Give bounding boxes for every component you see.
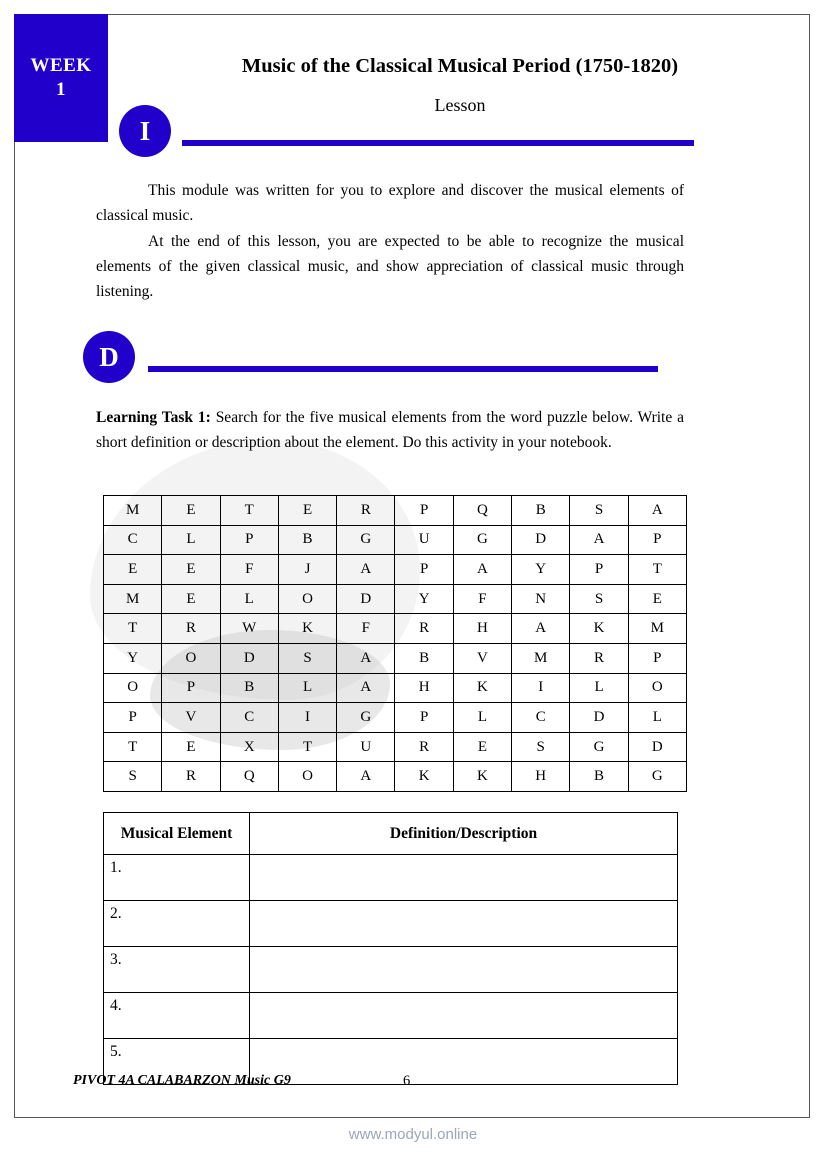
section-marker-introduction: I [119,105,171,157]
puzzle-cell: U [337,732,395,762]
puzzle-cell: K [278,614,336,644]
puzzle-cell: H [453,614,511,644]
table-row [104,584,687,614]
puzzle-cell: N [512,584,570,614]
puzzle-cell: E [453,732,511,762]
puzzle-cell: G [570,732,628,762]
puzzle-cell: P [395,555,453,585]
puzzle-cell: B [220,673,278,703]
table-row [104,525,687,555]
section-rule-development [148,366,658,372]
puzzle-cell: E [278,496,336,526]
puzzle-cell: L [570,673,628,703]
puzzle-cell: E [162,732,220,762]
page-title: Music of the Classical Musical Period (1750-1820) [241,55,679,77]
table-row [104,732,687,762]
puzzle-cell: Y [512,555,570,585]
puzzle-cell: P [220,525,278,555]
puzzle-body [104,496,687,792]
puzzle-cell: K [453,673,511,703]
puzzle-cell: D [512,525,570,555]
puzzle-cell: S [570,496,628,526]
puzzle-cell: L [628,703,686,733]
intro-paragraph-1 [96,178,684,228]
puzzle-cell: O [104,673,162,703]
puzzle-cell: R [162,614,220,644]
table-row [104,762,687,792]
puzzle-cell: Q [220,762,278,792]
answer-table-body [104,855,678,1085]
puzzle-cell: D [337,584,395,614]
puzzle-cell: H [395,673,453,703]
puzzle-cell: I [278,703,336,733]
puzzle-cell: A [628,496,686,526]
week-number: 1 [56,79,66,100]
puzzle-cell: X [220,732,278,762]
puzzle-cell: F [337,614,395,644]
puzzle-cell: L [220,584,278,614]
table-row [104,643,687,673]
puzzle-cell: V [162,703,220,733]
puzzle-cell: R [395,614,453,644]
puzzle-cell: B [278,525,336,555]
puzzle-cell: B [570,762,628,792]
puzzle-cell: A [337,762,395,792]
puzzle-cell: G [337,703,395,733]
puzzle-cell: L [453,703,511,733]
puzzle-cell: A [337,555,395,585]
word-search-puzzle [103,495,687,792]
puzzle-cell: E [628,584,686,614]
puzzle-cell: M [512,643,570,673]
footer-page-number: 6 [403,1073,411,1089]
puzzle-cell: O [278,762,336,792]
puzzle-cell: R [570,643,628,673]
puzzle-cell: O [628,673,686,703]
puzzle-cell: L [162,525,220,555]
table-row [104,993,678,1039]
puzzle-cell: P [570,555,628,585]
puzzle-cell: U [395,525,453,555]
answer-table [103,812,678,1085]
puzzle-cell: A [337,643,395,673]
puzzle-cell: J [278,555,336,585]
intro-paragraph-2-text: At the end of this lesson, you are expected to be able to recognize the musical elements of the given classical music, and show appreciation of classical music through listening. [96,233,684,301]
puzzle-cell: D [570,703,628,733]
puzzle-cell: W [220,614,278,644]
puzzle-cell: S [278,643,336,673]
puzzle-cell: M [628,614,686,644]
puzzle-cell: S [570,584,628,614]
intro-paragraph-2 [96,229,684,304]
puzzle-cell: K [453,762,511,792]
puzzle-cell: C [104,525,162,555]
puzzle-cell: Y [104,643,162,673]
puzzle-cell: E [162,584,220,614]
puzzle-cell: O [278,584,336,614]
answer-table-head [104,813,678,855]
section-rule-introduction [182,140,694,146]
puzzle-cell: D [628,732,686,762]
answer-row-definition[interactable] [250,855,678,901]
puzzle-cell: P [162,673,220,703]
table-row [104,555,687,585]
puzzle-cell: R [337,496,395,526]
table-row [104,901,678,947]
table-row [104,703,687,733]
intro-paragraph-1-text: This module was written for you to explore and discover the musical elements of classical music. [96,182,684,225]
puzzle-cell: A [453,555,511,585]
puzzle-cell: T [628,555,686,585]
table-row [104,673,687,703]
site-watermark: www.modyul.online [348,1126,478,1143]
puzzle-cell: A [337,673,395,703]
puzzle-cell: P [104,703,162,733]
learning-task-text: Search for the five musical elements from the word puzzle below. Write a short definition or description about the element. Do this activity in your notebook. [96,409,684,452]
footer-left-text: PIVOT 4A CALABARZON Music G9 [73,1073,291,1088]
puzzle-cell: A [512,614,570,644]
puzzle-cell: D [220,643,278,673]
puzzle-cell: E [162,555,220,585]
answer-row-definition[interactable] [250,993,678,1039]
answer-row-number: 1. [104,855,250,901]
learning-task-paragraph [96,405,684,455]
puzzle-cell: B [395,643,453,673]
puzzle-cell: G [628,762,686,792]
answer-row-number: 5. [104,1039,250,1085]
puzzle-cell: M [104,584,162,614]
puzzle-cell: O [162,643,220,673]
answer-row-number: 3. [104,947,250,993]
puzzle-cell: K [395,762,453,792]
puzzle-cell: S [104,762,162,792]
puzzle-cell: I [512,673,570,703]
week-label: WEEK [30,55,92,77]
answer-row-number: 4. [104,993,250,1039]
puzzle-cell: P [628,643,686,673]
puzzle-cell: V [453,643,511,673]
puzzle-cell: Q [453,496,511,526]
puzzle-cell: T [278,732,336,762]
puzzle-cell: P [628,525,686,555]
puzzle-cell: T [104,732,162,762]
puzzle-cell: M [104,496,162,526]
column-header-musical-element: Musical Element [104,813,250,855]
puzzle-cell: H [512,762,570,792]
answer-row-definition[interactable] [250,901,678,947]
puzzle-cell: S [512,732,570,762]
puzzle-cell: P [395,703,453,733]
puzzle-cell: G [453,525,511,555]
puzzle-cell: T [104,614,162,644]
puzzle-cell: E [162,496,220,526]
puzzle-cell: K [570,614,628,644]
puzzle-cell: T [220,496,278,526]
answer-row-number: 2. [104,901,250,947]
puzzle-cell: F [220,555,278,585]
puzzle-cell: E [104,555,162,585]
puzzle-cell: Y [395,584,453,614]
answer-row-definition[interactable] [250,1039,678,1085]
answer-row-definition[interactable] [250,947,678,993]
table-row [104,947,678,993]
puzzle-cell: L [278,673,336,703]
puzzle-cell: A [570,525,628,555]
column-header-definition: Definition/Description [250,813,678,855]
week-badge [14,14,108,142]
puzzle-cell: R [395,732,453,762]
puzzle-cell: B [512,496,570,526]
puzzle-cell: R [162,762,220,792]
learning-task-label: Learning Task 1: [96,409,211,426]
puzzle-cell: F [453,584,511,614]
puzzle-cell: C [512,703,570,733]
section-marker-development: D [83,331,135,383]
table-row [104,496,687,526]
table-row [104,614,687,644]
puzzle-cell: G [337,525,395,555]
page-subtitle: Lesson [434,95,486,115]
table-row [104,855,678,901]
table-row [104,813,678,855]
puzzle-cell: P [395,496,453,526]
puzzle-cell: C [220,703,278,733]
